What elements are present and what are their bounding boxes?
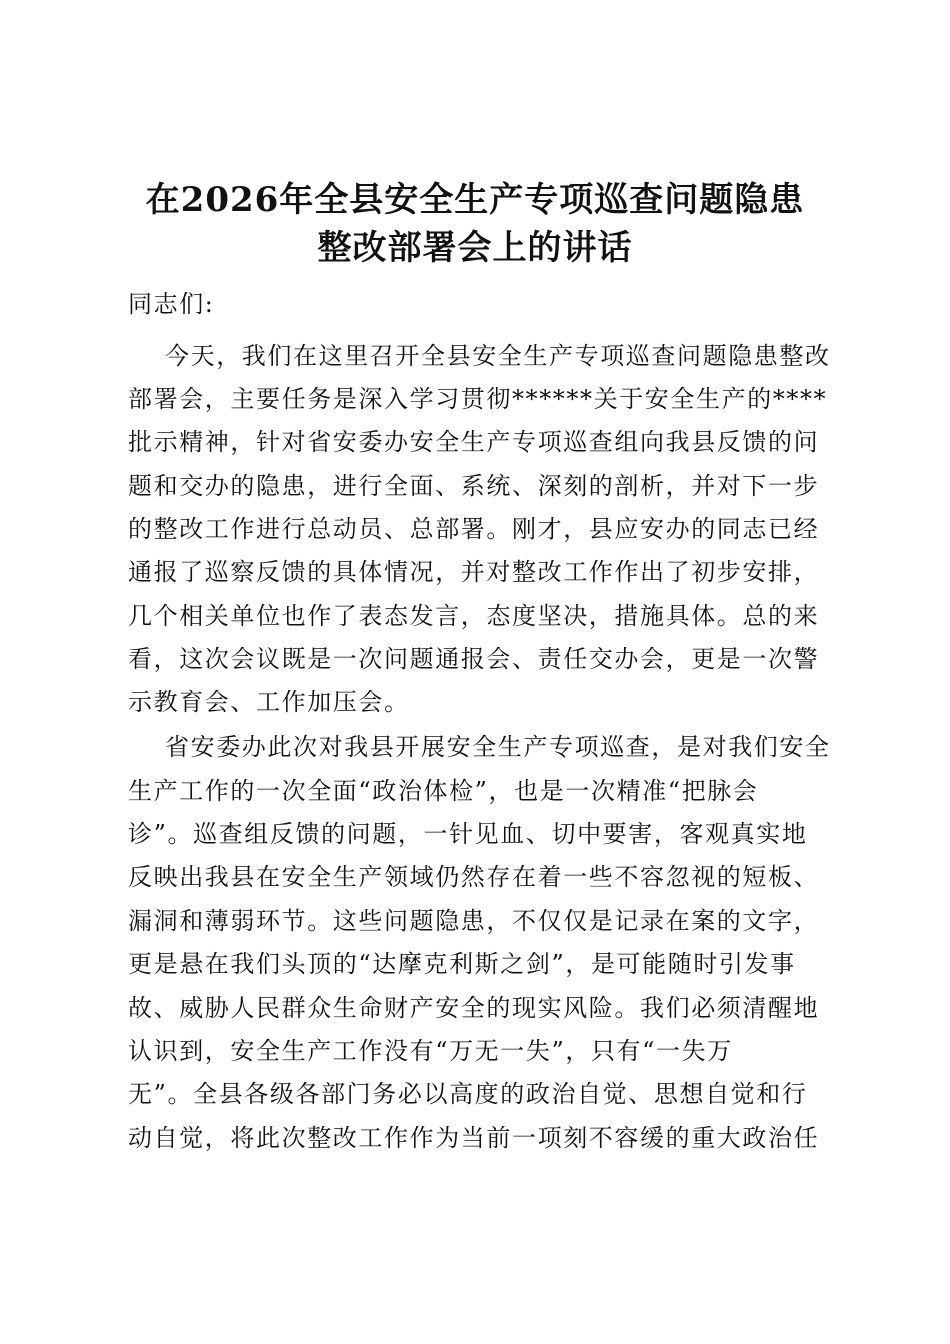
paragraph-2-line-4: 反映出我县在安全生产领域仍然存在着一些不容忽视的短板、	[128, 863, 820, 891]
paragraph-2-line-8: 认识到，安全生产工作没有“万无一失”，只有“一失万	[128, 1037, 733, 1065]
document-title-line-2: 整改部署会上的讲话	[317, 228, 633, 268]
paragraph-1-line-9: 示教育会、工作加压会。	[128, 688, 410, 716]
paragraph-1-line-4: 题和交办的隐患，进行全面、系统、深刻的剖析，并对下一步	[128, 472, 820, 500]
paragraph-1-line-7: 几个相关单位也作了表态发言，态度坚决，措施具体。总的来	[128, 602, 820, 630]
paragraph-2-line-2: 生产工作的一次全面“政治体检”，也是一次精准“把脉会	[128, 777, 759, 805]
paragraph-1-line-6: 通报了巡察反馈的具体情况，并对整改工作作出了初步安排，	[128, 558, 820, 586]
paragraph-1-line-8: 看，这次会议既是一次问题通报会、责任交办会，更是一次警	[128, 645, 820, 673]
salutation: 同志们:	[128, 290, 215, 318]
paragraph-1-line-5: 的整改工作进行总动员、总部署。刚才，县应安办的同志已经	[128, 515, 820, 543]
paragraph-1-line-1: 今天，我们在这里召开全县安全生产专项巡查问题隐患整改	[165, 342, 831, 370]
paragraph-2-line-6: 更是悬在我们头顶的“达摩克利斯之剑”，是可能随时引发事	[128, 950, 796, 978]
paragraph-2-line-7: 故、威胁人民群众生命财产安全的现实风险。我们必须清醒地	[128, 994, 820, 1022]
paragraph-1-line-3: 批示精神，针对省安委办安全生产专项巡查组向我县反馈的问	[128, 428, 820, 456]
paragraph-2-line-5: 漏洞和薄弱环节。这些问题隐患，不仅仅是记录在案的文字，	[128, 907, 820, 935]
paragraph-2-line-3: 诊”。巡查组反馈的问题，一针见血、切中要害，客观真实地	[128, 820, 808, 848]
paragraph-2-line-1: 省安委办此次对我县开展安全生产专项巡查，是对我们安全	[165, 733, 831, 761]
document-title-line-1: 在2026年全县安全生产专项巡查问题隐患	[145, 180, 805, 220]
paragraph-2-line-9: 无”。全县各级各部门务必以高度的政治自觉、思想自觉和行	[128, 1080, 808, 1108]
paragraph-2-line-10: 动自觉，将此次整改工作作为当前一项刻不容缓的重大政治任	[128, 1124, 820, 1152]
paragraph-1-line-2: 部署会，主要任务是深入学习贯彻******关于安全生产的****	[128, 385, 828, 413]
